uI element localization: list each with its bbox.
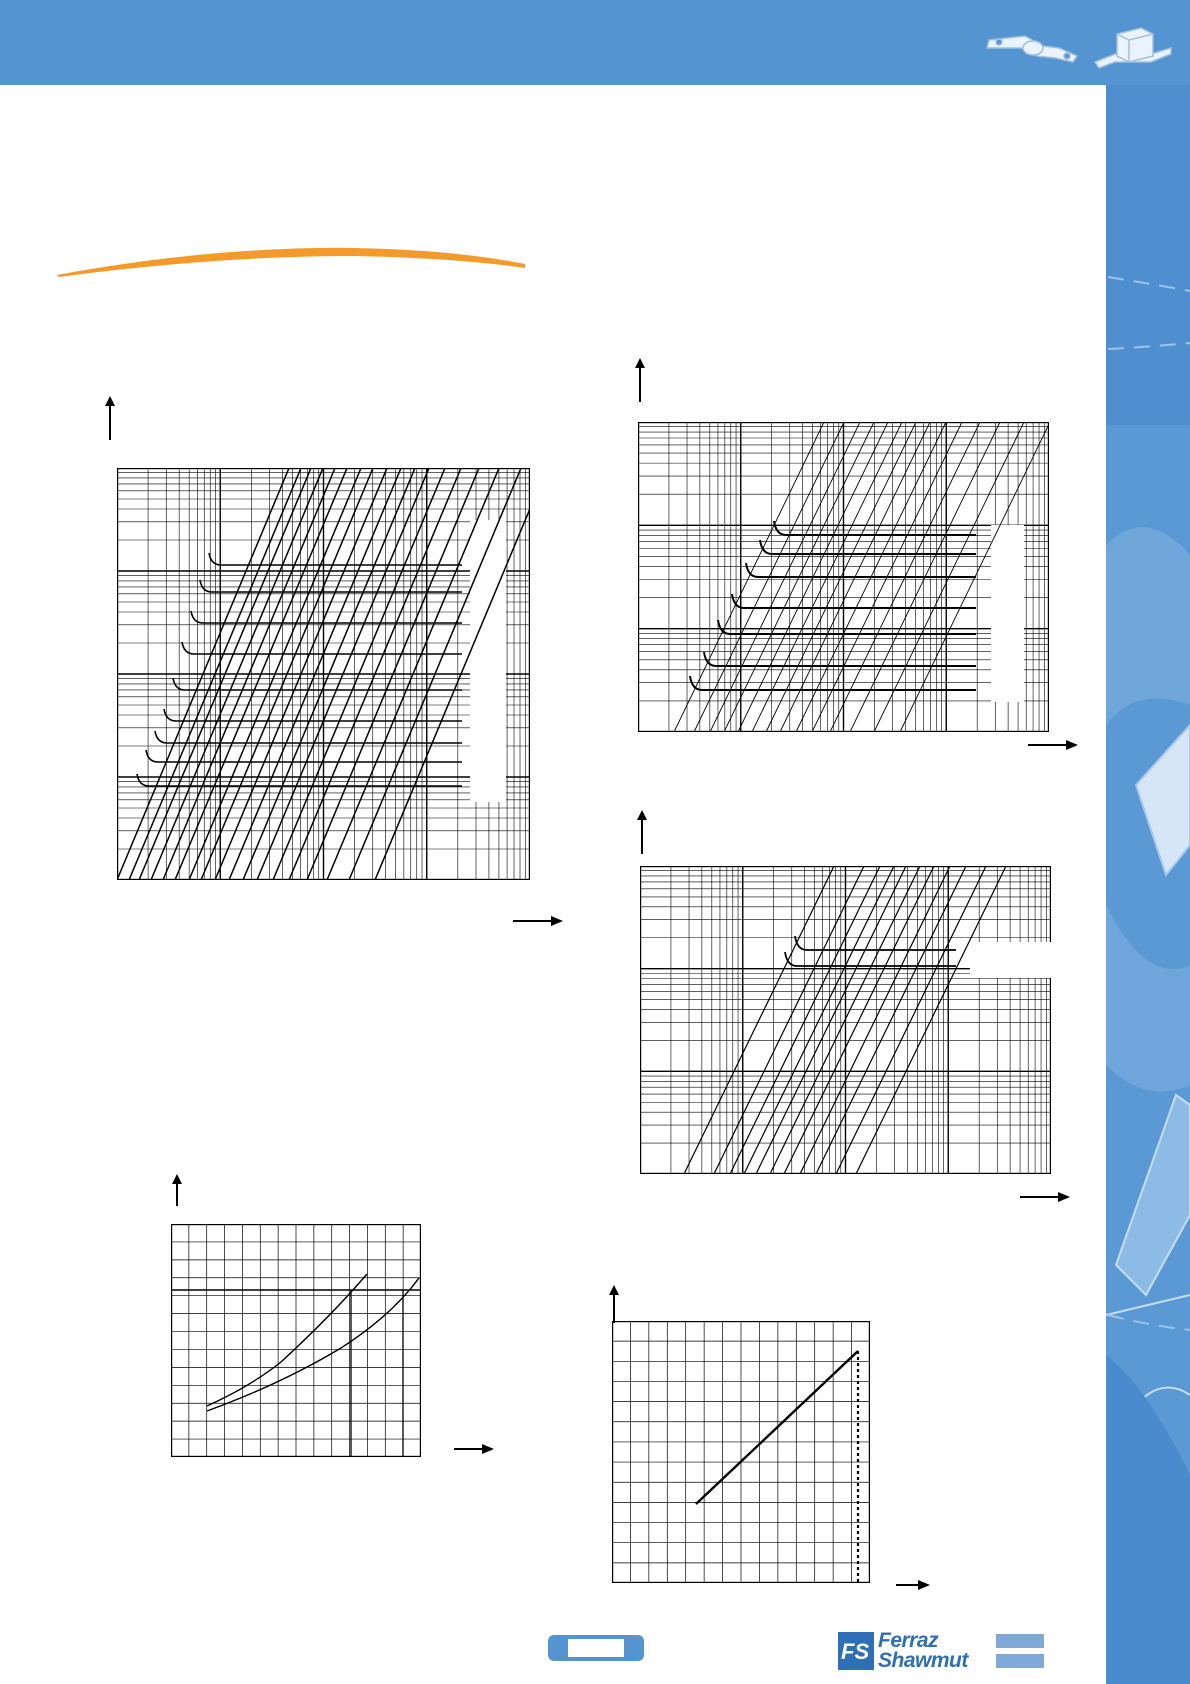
cutoff-line — [146, 750, 462, 762]
fuse-cartridge-icon — [987, 36, 1077, 62]
label-panel — [970, 942, 1051, 978]
logo-line-2: Shawmut — [878, 1649, 968, 1672]
characteristic-chart-5 — [612, 1321, 870, 1583]
fuse-curve — [714, 866, 864, 1174]
cutoff-line — [795, 936, 956, 950]
x-axis-arrow — [454, 1442, 494, 1461]
fuse-curve — [684, 866, 834, 1174]
characteristic-line — [696, 1351, 858, 1504]
x-axis-arrow — [1028, 738, 1078, 757]
fuse-curve — [744, 866, 894, 1174]
logo-line-1: Ferraz — [878, 1629, 939, 1652]
logo-bar — [996, 1654, 1044, 1668]
cutoff-line — [760, 540, 976, 554]
y-axis-arrow — [634, 358, 646, 407]
header-icons — [985, 18, 1175, 73]
y-axis-arrow — [171, 1174, 183, 1211]
orange-swoosh — [55, 240, 535, 285]
curve-upper — [207, 1274, 367, 1406]
fuse-curve — [756, 866, 906, 1174]
fuse-curve — [856, 866, 1006, 1174]
page-number-tab — [548, 1635, 644, 1661]
fuse-curve — [730, 866, 880, 1174]
cutoff-line — [785, 952, 956, 966]
x-axis-arrow — [513, 914, 563, 933]
curve-lower — [207, 1278, 419, 1411]
fuse-block-icon — [1095, 28, 1171, 68]
time-current-chart-1 — [117, 468, 530, 880]
svg-text:FS: FS — [841, 1639, 870, 1664]
fs-mark-icon — [838, 1632, 874, 1670]
label-panel — [991, 525, 1024, 702]
label-panel — [470, 520, 506, 802]
y-axis-arrow — [104, 396, 116, 445]
characteristic-chart-4 — [171, 1224, 421, 1457]
time-current-chart-3 — [640, 866, 1051, 1174]
x-axis-arrow — [896, 1578, 930, 1597]
y-axis-arrow — [636, 810, 648, 859]
decorative-sidebar — [1106, 85, 1190, 1684]
x-axis-arrow — [1020, 1190, 1070, 1209]
logo-bar — [996, 1634, 1044, 1648]
time-current-chart-2 — [638, 422, 1049, 732]
ferraz-shawmut-logo — [838, 1630, 1048, 1672]
